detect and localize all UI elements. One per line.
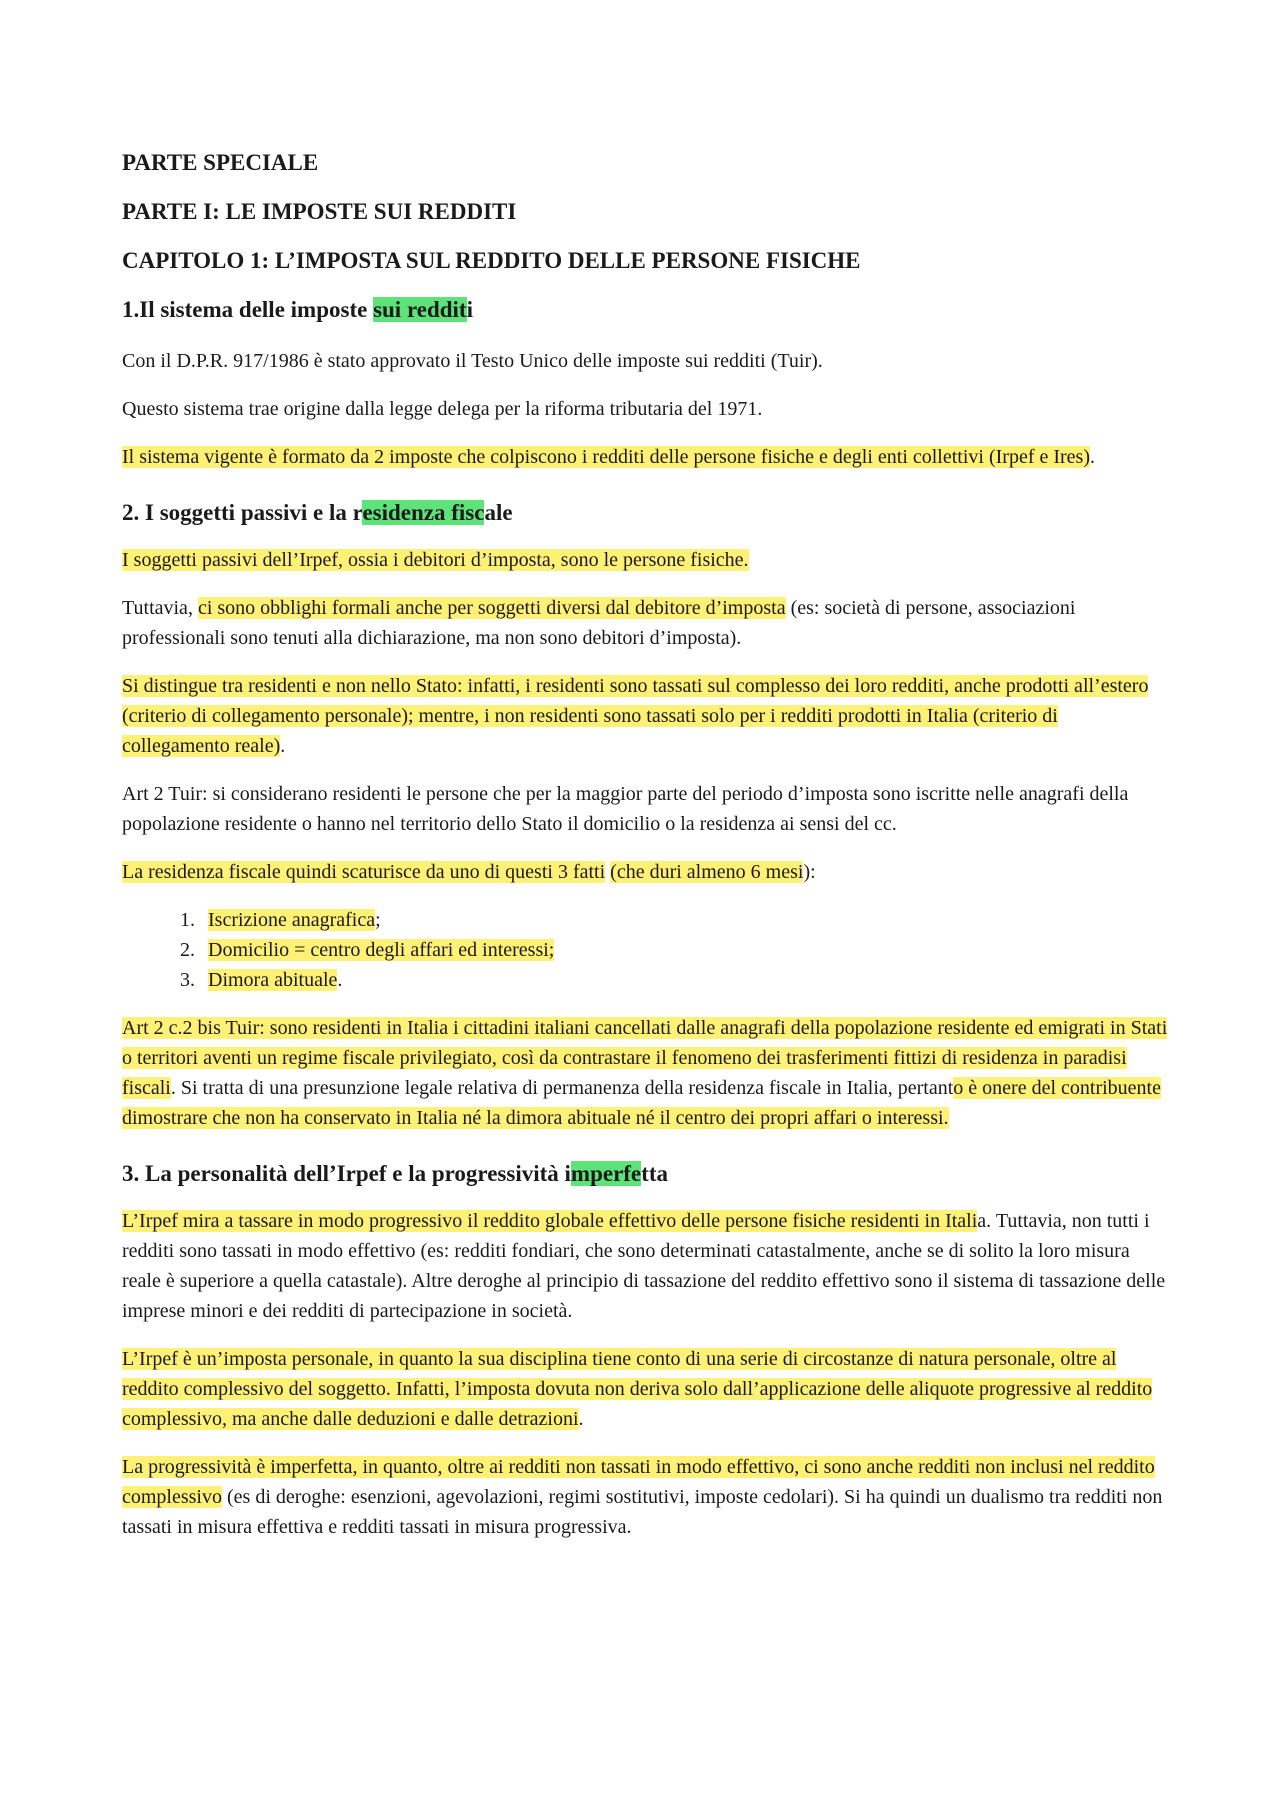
highlight-yellow: Domicilio = centro degli affari ed interessi; xyxy=(208,939,555,961)
text: ): xyxy=(803,861,816,883)
title-text: 1.Il sistema delle imposte xyxy=(122,297,374,322)
heading-parte-i: PARTE I: LE IMPOSTE SUI REDDITI xyxy=(122,199,517,224)
highlight-yellow: o è onere del contribuente dimostrare che non ha conservato in Italia né la dimora abituale né il centro dei propri affari o interessi. xyxy=(122,1077,1161,1129)
text: ; xyxy=(375,909,381,931)
highlight-yellow: Art 2 c.2 bis Tuir: sono residenti in Italia i cittadini italiani cancellati dalle anagrafi della popolazione residente ed emigrati in Stati o territori aventi un regime fiscale privilegiato, così da contrastare il fenomeno dei trasferimenti fittizi di residenza in paradisi fiscali xyxy=(122,1017,1168,1099)
paragraph xyxy=(122,593,1168,653)
highlight-green: mperfe xyxy=(570,1161,642,1186)
paragraph: Art 2 Tuir: si considerano residenti le persone che per la maggior parte del periodo d’imposta sono iscritte nelle anagrafi della popolazione residente o hanno nel territorio dello Stato il domicilio o la residenza ai sensi del cc. xyxy=(122,783,1129,835)
paragraph xyxy=(122,1013,1168,1133)
paragraph xyxy=(122,442,1168,472)
highlight-yellow: La progressività è imperfetta, in quanto, oltre ai redditi non tassati in modo effettivo, ci sono anche redditi non inclusi nel reddito complessivo xyxy=(122,1456,1155,1508)
highlight-yellow: (che duri almeno 6 mesi xyxy=(610,861,804,883)
highlight-green: sui reddit xyxy=(373,297,467,322)
text: . Si tratta di una presunzione legale relativa di permanenza della residenza fiscale in Italia, pertant xyxy=(170,1077,954,1099)
title-text: tta xyxy=(641,1161,668,1186)
text: (es di deroghe: esenzioni, agevolazioni, regimi sostitutivi, imposte cedolari). Si ha quindi un dualismo tra redditi non tassati in misura effettiva e redditi tassati in misura progressiva. xyxy=(122,1486,1163,1538)
highlight-yellow: Dimora abituale xyxy=(208,969,338,991)
highlight-yellow: Si distingue tra residenti e non nello Stato: infatti, i residenti sono tassati sul complesso dei loro redditi, anche prodotti all’estero (criterio di collegamento personale); mentre, i non residenti sono tassati solo per i redditi prodotti in Italia (criterio di collegamento reale) xyxy=(122,675,1149,757)
section-2-title xyxy=(122,500,1168,526)
title-text: ale xyxy=(484,500,513,525)
title-text: i xyxy=(466,297,473,322)
list-item xyxy=(200,935,1168,965)
text: . xyxy=(337,969,343,991)
heading-parte-speciale: PARTE SPECIALE xyxy=(122,150,319,175)
paragraph: Con il D.P.R. 917/1986 è stato approvato il Testo Unico delle imposte sui redditi (Tuir). xyxy=(122,350,823,372)
highlight-yellow: Il sistema vigente è formato da 2 imposte che colpiscono i redditi delle persone fisiche e degli enti collettivi (Irpef e Ires) xyxy=(122,446,1090,468)
paragraph: Questo sistema trae origine dalla legge delega per la riforma tributaria del 1971. xyxy=(122,398,763,420)
paragraph xyxy=(122,671,1168,761)
numbered-list xyxy=(122,905,1168,995)
list-item xyxy=(200,905,1168,935)
heading-capitolo-1: CAPITOLO 1: L’IMPOSTA SUL REDDITO DELLE PERSONE FISICHE xyxy=(122,248,861,273)
section-3-title xyxy=(122,1161,1168,1187)
title-text: 3. La personalità dell’Irpef e la progressività i xyxy=(122,1161,571,1186)
highlight-yellow: La residenza fiscale quindi scaturisce da uno di questi 3 fatti xyxy=(122,861,606,883)
text: a. Tuttavia, non tutti i redditi sono tassati in modo effettivo (es: redditi fondiari, che sono determinati catastalmente, anche se di solito la loro misura reale è superiore a quella catastale). Altre deroghe al principio di tassazione del reddito effettivo sono il sistema di tassazione delle imprese minori e dei redditi di partecipazione in società. xyxy=(122,1210,1166,1322)
text: . xyxy=(578,1408,584,1430)
highlight-yellow: L’Irpef è un’imposta personale, in quanto la sua disciplina tiene conto di una serie di circostanze di natura personale, oltre al reddito complessivo del soggetto. Infatti, l’imposta dovuta non deriva solo dall’applicazione delle aliquote progressive al reddito complessivo, ma anche dalle deduzioni e dalle detrazioni xyxy=(122,1348,1153,1430)
paragraph xyxy=(122,857,1168,887)
paragraph xyxy=(122,1344,1168,1434)
title-text: 2. I soggetti passivi e la r xyxy=(122,500,363,525)
text: . xyxy=(280,735,286,757)
section-1-title xyxy=(122,297,1168,323)
highlight-yellow: L’Irpef mira a tassare in modo progressivo il reddito globale effettivo delle persone fisiche residenti in Itali xyxy=(122,1210,978,1232)
highlight-yellow: ci sono obblighi formali anche per soggetti diversi dal debitore d’imposta xyxy=(197,597,786,619)
list-item xyxy=(200,965,1168,995)
text: (es: società di persone, associazioni professionali sono tenuti alla dichiarazione, ma non sono debitori d’imposta). xyxy=(122,597,1076,649)
text: . xyxy=(1090,446,1095,468)
highlight-green: esidenza fisc xyxy=(362,500,485,525)
highlight-yellow: I soggetti passivi dell’Irpef, ossia i debitori d’imposta, sono le persone fisiche. xyxy=(122,549,749,571)
paragraph xyxy=(122,545,1168,575)
paragraph xyxy=(122,1452,1168,1542)
highlight-yellow: Iscrizione anagrafica xyxy=(208,909,376,931)
paragraph xyxy=(122,1206,1168,1326)
text: Tuttavia, xyxy=(122,597,198,619)
